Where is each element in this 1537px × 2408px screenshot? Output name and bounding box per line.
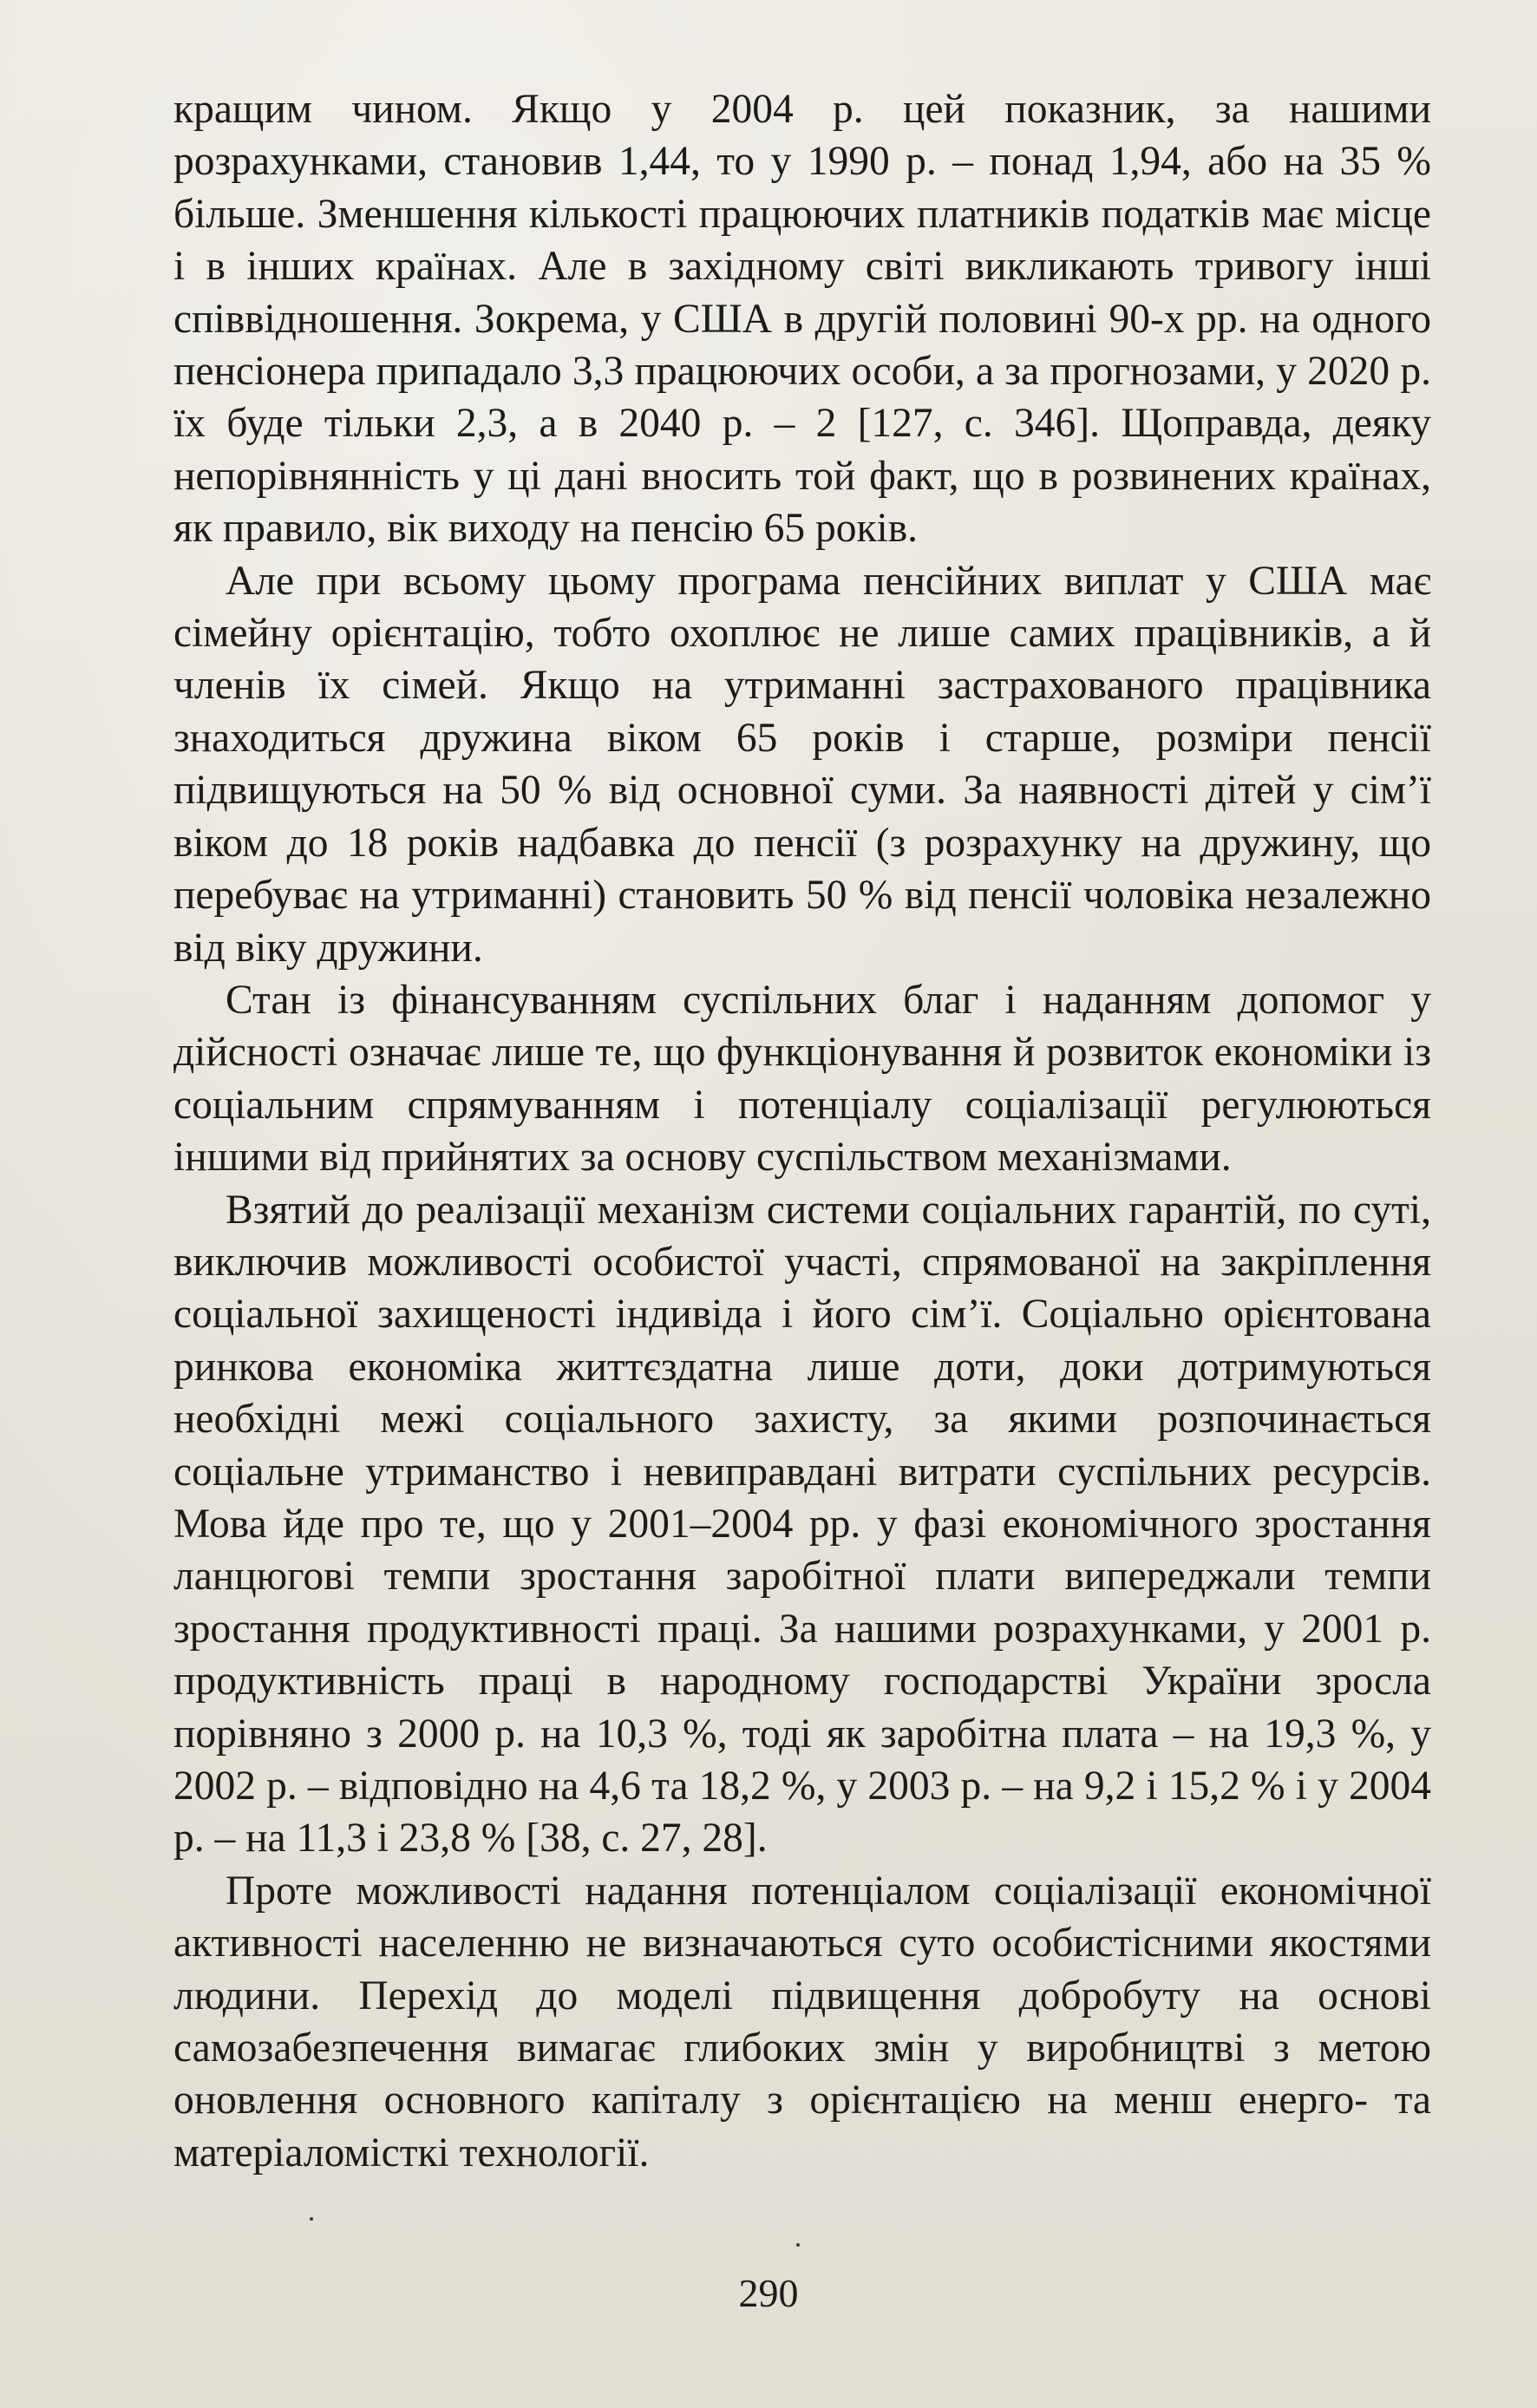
body-text (173, 83, 1431, 2179)
paragraph-usa-pensions: Але при всьому цьому програма пенсійних виплат у США має сімейну орієнтацію, тобто охоплює не лише самих працівників, а й членів їх сімей. Якщо на утриманні застрахованого працівника знаходиться дружина віком 65 років і старше, розміри пенсії підвищуються на 50 % від основної суми. За наявності дітей у сім’ї віком до 18 років надбавка до пенсії (з розрахунку на дружину, що перебуває на утриманні) становить 50 % від пенсії чоловіка незалежно від віку дружини. (173, 558, 1431, 971)
ink-speck (310, 2217, 313, 2221)
paragraph-socialization: Проте можливості надання потенціалом соціалізації економічної активності населенню не визначаються суто особистісними якостями людини. Перехід до моделі підвищення добробуту на основі самозабезпечення вимагає глибоких змін у виробництві з метою оновлення основного капіталу з орієнтацією на менш енерго- та матеріаломісткі технології. (173, 1868, 1431, 2176)
paragraph-continued: кращим чином. Якщо у 2004 р. цей показник, за нашими розрахунками, становив 1,44, то у 1990 р. – понад 1,94, або на 35 % більше. Зменшення кількості працюючих платників податків має місце і в інших країнах. Але в західному світі викликають тривогу інші співвідношення. Зокрема, у США в другій половині 90-х рр. на одного пенсіонера припадало 3,3 працюючих особи, а за прогнозами, у 2020 р. їх буде тільки 2,3, а в 2040 р. – 2 [127, с. 346]. Щоправда, деяку непорівнянність у ці дані вносить той факт, що в розвинених країнах, як правило, вік виходу на пенсію 65 років. (173, 87, 1431, 552)
paragraph-public-goods: Стан із фінансуванням суспільних благ і наданням допомог у дійсності означає лише те, що функціонування й розвиток економіки із соціальним спрямуванням і потенціалу соціалізації регулюються іншими від прийнятих за основу суспільством механізмами. (173, 977, 1431, 1181)
page-number: 290 (738, 2271, 799, 2315)
paragraph-social-guarantees: Взятий до реалізації механізм системи соціальних гарантій, по суті, виключив можливості особистої участі, спрямованої на закріплення соціальної захищеності індивіда і його сім’ї. Соціально орієнтована ринкова економіка життєздатна лише доти, доки дотримуються необхідні межі соціального захисту, за якими розпочинається соціальне утриманство і невиправдані витрати суспільних ресурсів. Мова йде про те, що у 2001–2004 рр. у фазі економічного зростання ланцюгові темпи зростання заробітної плати випереджали темпи зростання продуктивності праці. За нашими розрахунками, у 2001 р. продуктивність праці в народному господарстві України зросла порівняно з 2000 р. на 10,3 %, тоді як заробітна плата – на 19,3 %, у 2002 р. – відповідно на 4,6 та 18,2 %, у 2003 р. – на 9,2 і 15,2 % і у 2004 р. – на 11,3 і 23,8 % [38, с. 27, 28]. (173, 1187, 1431, 1862)
ink-speck (796, 2243, 800, 2247)
